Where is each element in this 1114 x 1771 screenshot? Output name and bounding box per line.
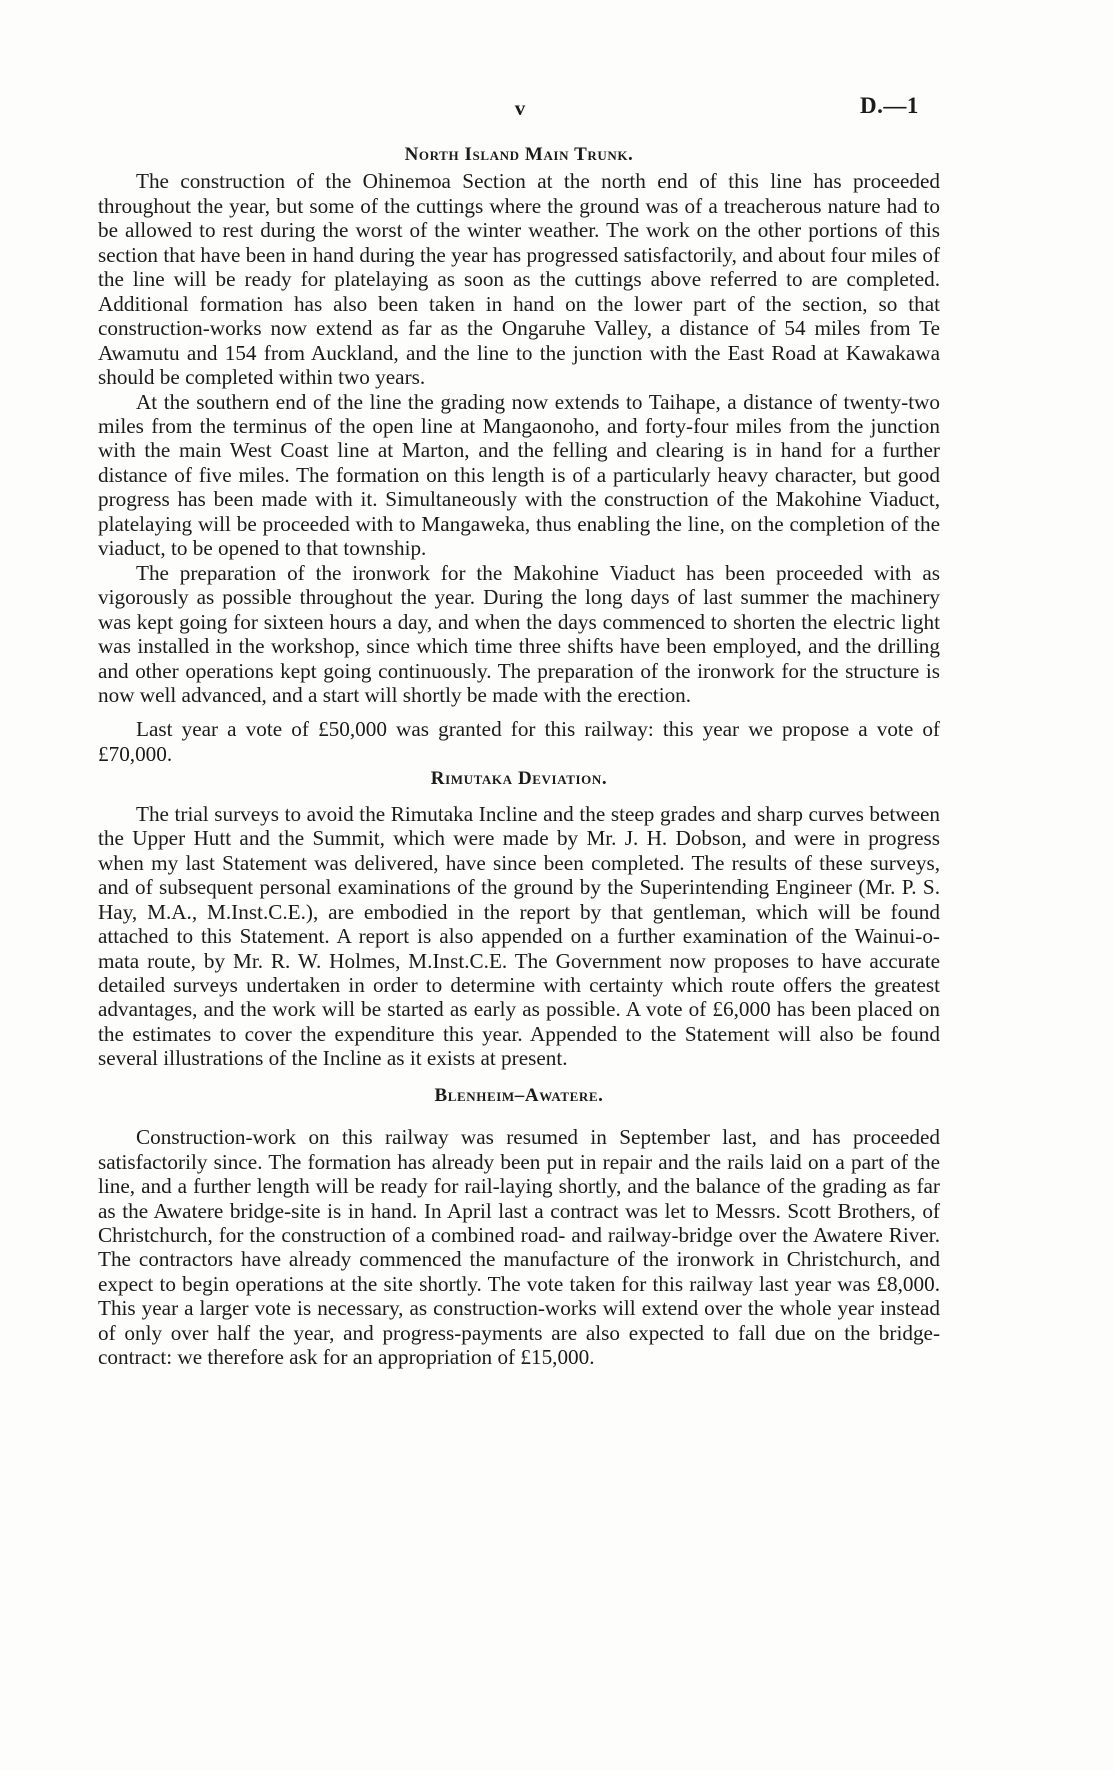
page-body <box>98 143 940 1370</box>
paragraph-rimutaka-surveys: The trial surveys to avoid the Rimutaka Incline and the steep grades and sharp curves between the Upper Hutt and the Summit, which were made by Mr. J. H. Dobson, and were in progress when my last Statement was delivered, have since been completed. The results of these surveys, and of subsequent personal examinations of the ground by the Superintending Engineer (Mr. P. S. Hay, M.A., M.Inst.C.E.), are embodied in the report by that gentleman, which will be found attached to this Statement. A report is also appended on a further examination of the Wainui-o-mata route, by Mr. R. W. Holmes, M.Inst.C.E. The Government now proposes to have accurate detailed surveys undertaken in order to determine with certainty which route offers the greatest advantages, and the work will be started as early as possible. A vote of £6,000 has been placed on the estimates to cover the expenditure this year. Appended to the Statement will also be found several illustrations of the Incline as it exists at present. <box>98 801 940 1071</box>
document-reference: D.—1 <box>860 93 919 118</box>
section-heading-rimutaka: Rimutaka Deviation. <box>430 768 608 790</box>
paragraph-makohine-ironwork: The preparation of the ironwork for the Makohine Viaduct has been proceeded with as vigorously as possible throughout the year. During the long days of last summer the machinery was kept going for sixteen hours a day, and when the days commenced to shorten the electric light was installed in the workshop, since which time three shifts have been employed, and the drilling and other operations kept going continuously. The preparation of the ironwork for the structure is now well advanced, and a start will shortly be made with the erection. <box>98 560 940 707</box>
section-heading-blenheim: Blenheim–Awatere. <box>434 1084 604 1106</box>
paragraph-blenheim-awatere: Construction-work on this railway was resumed in September last, and has proceeded satisfactorily since. The formation has already been put in repair and the rails laid on a part of the line, and a further length will be ready for rail-laying shortly, and the balance of the grading as far as the Awatere bridge-site is in hand. In April last a contract was let to Messrs. Scott Brothers, of Christchurch, for the construction of a combined road- and railway-bridge over the Awatere River. The contractors have already commenced the manufacture of the ironwork in Christchurch, and expect to begin operations at the site shortly. The vote taken for this railway last year was £8,000. This year a larger vote is necessary, as construction-works will extend over the whole year instead of only over half the year, and progress-payments are also expected to fall due on the bridge-contract: we therefore ask for an appropriation of £15,000. <box>98 1125 940 1370</box>
paragraph-ohinemoa: The construction of the Ohinemoa Section at the north end of this line has proceeded throughout the year, but some of the cuttings where the ground was of a treacherous nature had to be allowed to rest during the worst of the winter weather. The work on the other portions of this section that have been in hand during the year has progressed satisfactorily, and about four miles of the line will be ready for platelaying as soon as the cuttings above referred to are completed. Additional formation has also been taken in hand on the lower part of the section, so that construction-works now extend as far as the Ongaruhe Valley, a distance of 54 miles from Te Awamutu and 154 from Auckland, and the line to the junction with the East Road at Kawakawa should be completed within two years. <box>98 169 940 390</box>
paragraph-southern-end: At the southern end of the line the grading now extends to Taihape, a distance of twenty-two miles from the terminus of the open line at Mangaonoho, and forty-four miles from the junction with the main West Coast line at Marton, and the felling and clearing is in hand for a further distance of five miles. The formation on this length is of a particularly heavy character, but good progress has been made with it. Simultaneously with the construction of the Makohine Viaduct, platelaying will be proceeded with to Mangaweka, thus enabling the line, on the completion of the viaduct, to be opened to that township. <box>98 389 940 561</box>
section-heading-main-trunk: North Island Main Trunk. <box>404 144 634 165</box>
paragraph-main-trunk-vote: Last year a vote of £50,000 was granted for this railway: this year we propose a vote of £70,000. <box>98 717 940 766</box>
page-number: v <box>514 96 526 120</box>
